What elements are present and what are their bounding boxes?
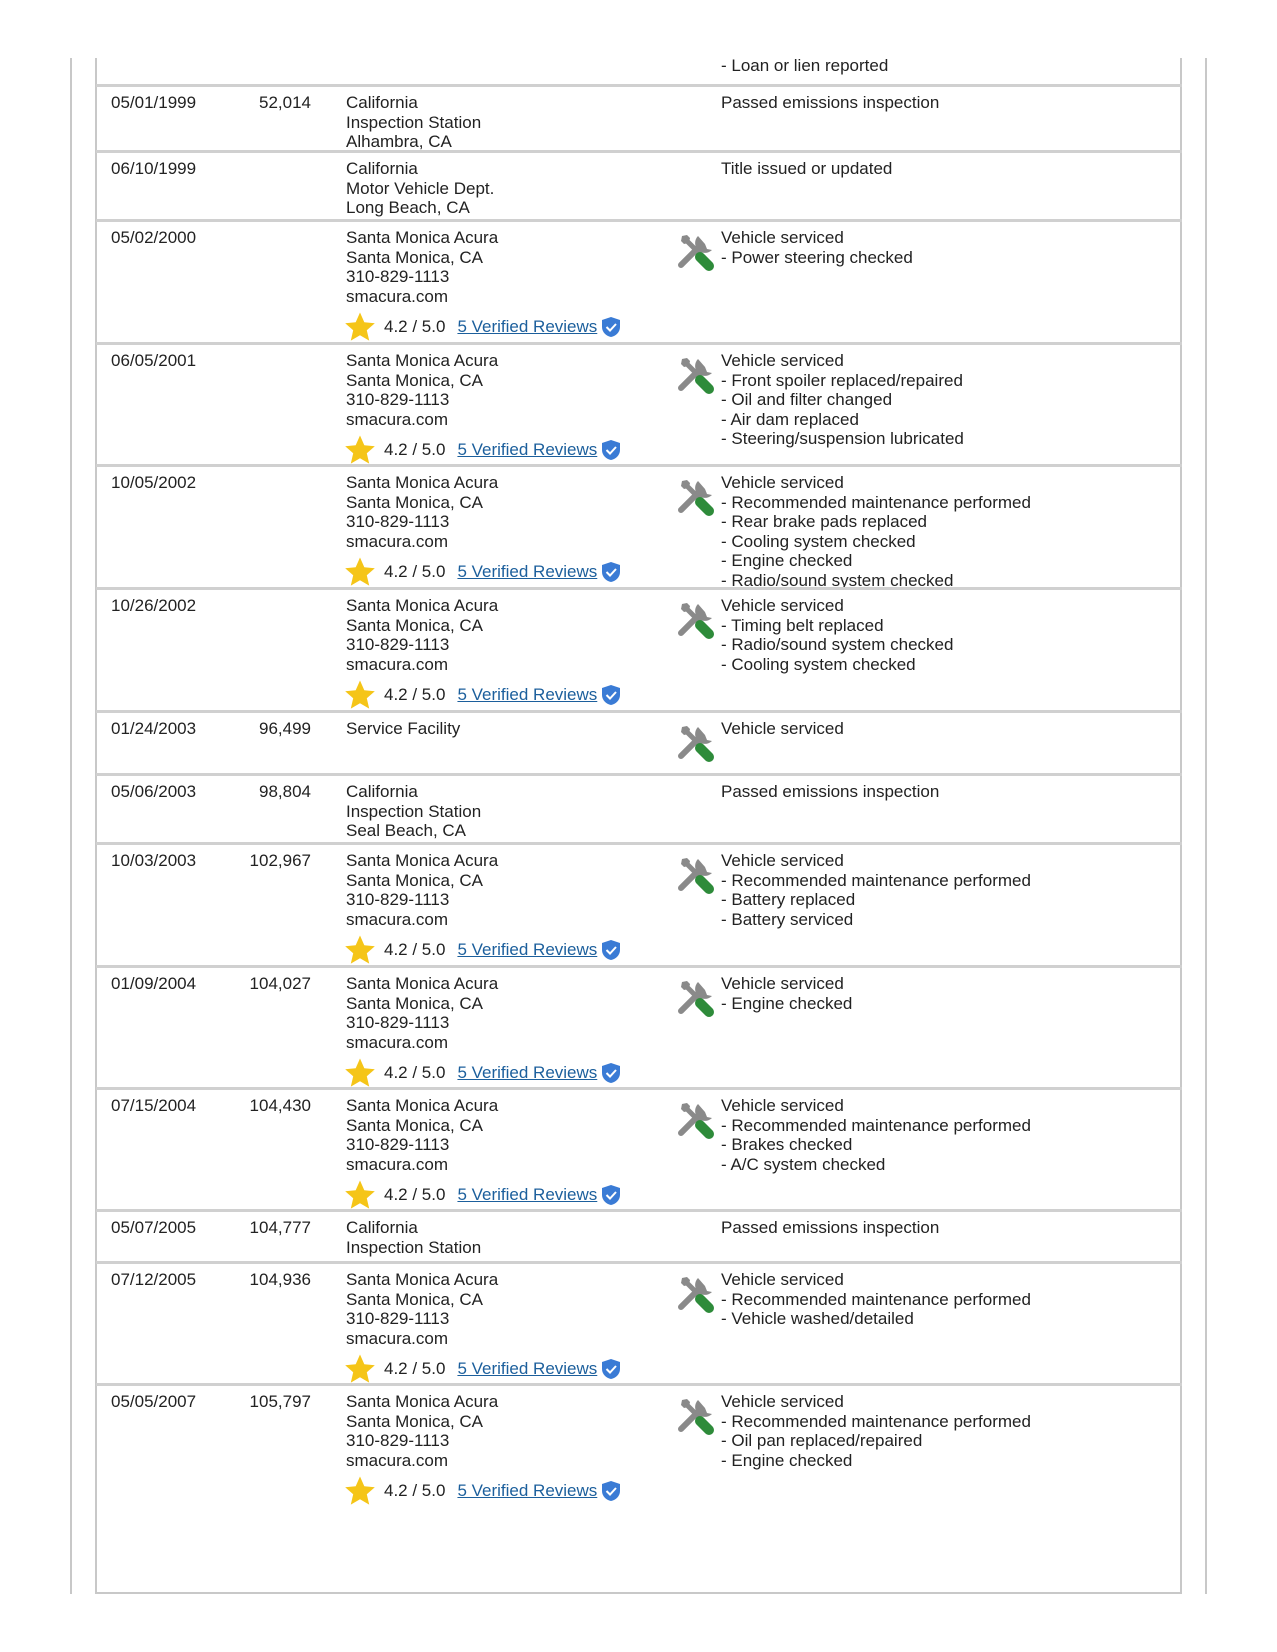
source-line: Santa Monica, CA bbox=[346, 615, 484, 635]
wrench-screwdriver-icon bbox=[676, 1274, 716, 1314]
source-line: 310-829-1113 bbox=[346, 1135, 450, 1154]
rating-score: 4.2 / 5.0 bbox=[384, 685, 446, 705]
star-icon bbox=[344, 1179, 376, 1211]
record-date: 06/10/1999 bbox=[111, 159, 197, 178]
record-detail-line: - Brakes checked bbox=[721, 1135, 853, 1154]
rating bbox=[346, 1354, 676, 1384]
table-row bbox=[96, 710, 1182, 773]
wrench-screwdriver-icon bbox=[676, 723, 716, 763]
table-row bbox=[96, 587, 1182, 710]
table-row bbox=[96, 842, 1182, 965]
source-line: Santa Monica Acura bbox=[346, 851, 499, 870]
source-line: Santa Monica, CA bbox=[346, 1115, 484, 1135]
rating-score: 4.2 / 5.0 bbox=[384, 940, 446, 960]
record-date: 10/26/2002 bbox=[111, 596, 197, 615]
record-detail-line: - Engine checked bbox=[721, 1450, 853, 1470]
rating bbox=[346, 680, 676, 710]
record-odometer: 52,014 bbox=[259, 93, 311, 112]
source-line: smacura.com bbox=[346, 1032, 449, 1052]
source-line: 310-829-1113 bbox=[346, 890, 450, 909]
record-date: 07/12/2005 bbox=[111, 1270, 197, 1289]
star-icon bbox=[344, 679, 376, 711]
rating bbox=[346, 312, 676, 342]
record-detail-line: - Recommended maintenance performed bbox=[721, 1115, 1031, 1135]
verified-reviews-link[interactable]: 5 Verified Reviews bbox=[457, 685, 598, 705]
star-icon bbox=[344, 434, 376, 466]
record-detail-line: - Timing belt replaced bbox=[721, 615, 884, 635]
verified-shield-icon bbox=[601, 939, 621, 961]
record-detail-line: Vehicle serviced bbox=[721, 1270, 844, 1289]
record-detail-line: - Rear brake pads replaced bbox=[721, 512, 928, 531]
record-detail-line: Title issued or updated bbox=[721, 159, 893, 178]
wrench-screwdriver-icon bbox=[676, 1100, 716, 1140]
rating-score: 4.2 / 5.0 bbox=[384, 317, 446, 337]
source-line: Inspection Station bbox=[346, 1237, 482, 1257]
record-detail-line: - Cooling system checked bbox=[721, 531, 916, 551]
record-source bbox=[346, 228, 676, 342]
record-detail-line: Passed emissions inspection bbox=[721, 93, 940, 112]
record-source bbox=[346, 1270, 676, 1384]
source-line: smacura.com bbox=[346, 1450, 449, 1470]
record-date: 05/01/1999 bbox=[111, 93, 197, 112]
record-source bbox=[346, 782, 676, 841]
rating bbox=[346, 1476, 676, 1506]
table-row bbox=[96, 1209, 1182, 1261]
record-detail-line: Passed emissions inspection bbox=[721, 1218, 940, 1237]
record-odometer: 102,967 bbox=[249, 851, 311, 870]
record-details bbox=[721, 228, 1171, 267]
record-source bbox=[346, 851, 676, 965]
source-line: smacura.com bbox=[346, 1328, 449, 1348]
record-detail-line: - Recommended maintenance performed bbox=[721, 1289, 1031, 1309]
record-detail-line: - Radio/sound system checked bbox=[721, 570, 954, 590]
source-line: Santa Monica Acura bbox=[346, 351, 499, 370]
rating-score: 4.2 / 5.0 bbox=[384, 440, 446, 460]
verified-reviews-link[interactable]: 5 Verified Reviews bbox=[457, 1481, 598, 1501]
source-line: Santa Monica, CA bbox=[346, 993, 484, 1013]
page-right-border bbox=[1205, 58, 1207, 1594]
record-source bbox=[346, 473, 676, 587]
source-line: California bbox=[346, 93, 418, 112]
record-detail-line: - Battery replaced bbox=[721, 890, 856, 909]
table-row bbox=[96, 773, 1182, 842]
table-row bbox=[96, 1383, 1182, 1514]
record-detail-line: Vehicle serviced bbox=[721, 974, 844, 993]
record-date: 05/06/2003 bbox=[111, 782, 197, 801]
rating bbox=[346, 1058, 676, 1088]
history-table bbox=[96, 50, 1182, 1514]
source-line: Santa Monica Acura bbox=[346, 1096, 499, 1115]
table-bottom-border bbox=[96, 1592, 1182, 1594]
verified-shield-icon bbox=[601, 1184, 621, 1206]
star-icon bbox=[344, 1353, 376, 1385]
source-line: California bbox=[346, 159, 418, 178]
source-line: smacura.com bbox=[346, 654, 449, 674]
record-detail-line: - Radio/sound system checked bbox=[721, 635, 954, 654]
rating-score: 4.2 / 5.0 bbox=[384, 1359, 446, 1379]
record-date: 01/24/2003 bbox=[111, 719, 197, 738]
verified-reviews-link[interactable]: 5 Verified Reviews bbox=[457, 1185, 598, 1205]
verified-reviews-link[interactable]: 5 Verified Reviews bbox=[457, 1063, 598, 1083]
record-source bbox=[346, 93, 676, 152]
record-details bbox=[721, 782, 1171, 802]
source-line: California bbox=[346, 1218, 418, 1237]
record-detail-line: - Cooling system checked bbox=[721, 654, 916, 674]
verified-shield-icon bbox=[601, 561, 621, 583]
record-odometer: 104,430 bbox=[249, 1096, 311, 1115]
source-line: California bbox=[346, 782, 418, 801]
source-line: Santa Monica, CA bbox=[346, 1411, 484, 1431]
source-line: Santa Monica Acura bbox=[346, 596, 499, 615]
verified-shield-icon bbox=[601, 1358, 621, 1380]
verified-shield-icon bbox=[601, 439, 621, 461]
rating bbox=[346, 435, 676, 465]
source-line: smacura.com bbox=[346, 909, 449, 929]
verified-shield-icon bbox=[601, 1480, 621, 1502]
star-icon bbox=[344, 1475, 376, 1507]
record-odometer: 104,777 bbox=[249, 1218, 311, 1237]
star-icon bbox=[344, 311, 376, 343]
source-line: Santa Monica Acura bbox=[346, 1392, 499, 1411]
verified-shield-icon bbox=[601, 684, 621, 706]
record-detail-line: Vehicle serviced bbox=[721, 473, 844, 492]
record-detail-line: - Battery serviced bbox=[721, 909, 854, 929]
record-detail-line: - Oil pan replaced/repaired bbox=[721, 1431, 923, 1450]
source-line: Inspection Station bbox=[346, 801, 482, 821]
wrench-screwdriver-icon bbox=[676, 477, 716, 517]
source-line: Seal Beach, CA bbox=[346, 821, 467, 840]
verified-shield-icon bbox=[601, 1062, 621, 1084]
record-detail-line: - Vehicle washed/detailed bbox=[721, 1309, 914, 1328]
rating-score: 4.2 / 5.0 bbox=[384, 562, 446, 582]
record-source bbox=[346, 1096, 676, 1210]
record-detail-line: Vehicle serviced bbox=[721, 1096, 844, 1115]
record-source bbox=[346, 719, 676, 739]
record-detail-line: - Power steering checked bbox=[721, 247, 913, 267]
verified-reviews-link[interactable]: 5 Verified Reviews bbox=[457, 562, 598, 582]
record-detail-line: - Loan or lien reported bbox=[721, 56, 889, 75]
source-line: 310-829-1113 bbox=[346, 1431, 450, 1450]
wrench-screwdriver-icon bbox=[676, 855, 716, 895]
rating bbox=[346, 557, 676, 587]
wrench-screwdriver-icon bbox=[676, 1396, 716, 1436]
record-detail-line: Vehicle serviced bbox=[721, 351, 844, 370]
table-row bbox=[96, 84, 1182, 150]
source-line: Inspection Station bbox=[346, 112, 482, 132]
source-line: Santa Monica Acura bbox=[346, 1270, 499, 1289]
record-detail-line: - Engine checked bbox=[721, 993, 853, 1013]
table-row bbox=[96, 150, 1182, 219]
source-line: 310-829-1113 bbox=[346, 512, 450, 531]
record-detail-line: - Recommended maintenance performed bbox=[721, 492, 1031, 512]
record-details bbox=[721, 1096, 1171, 1174]
wrench-screwdriver-icon bbox=[676, 600, 716, 640]
wrench-screwdriver-icon bbox=[676, 978, 716, 1018]
record-details bbox=[721, 596, 1171, 674]
source-line: smacura.com bbox=[346, 286, 449, 306]
rating bbox=[346, 935, 676, 965]
source-line: Santa Monica, CA bbox=[346, 492, 484, 512]
page-left-border bbox=[70, 58, 72, 1594]
record-detail-line: - A/C system checked bbox=[721, 1154, 886, 1174]
record-details bbox=[721, 159, 1171, 179]
wrench-screwdriver-icon bbox=[676, 355, 716, 395]
source-line: Santa Monica Acura bbox=[346, 473, 499, 492]
source-line: Long Beach, CA bbox=[346, 198, 470, 217]
source-line: Santa Monica Acura bbox=[346, 974, 499, 993]
record-date: 01/09/2004 bbox=[111, 974, 197, 993]
record-odometer: 96,499 bbox=[259, 719, 311, 738]
record-date: 10/03/2003 bbox=[111, 851, 197, 870]
record-detail-line: - Steering/suspension lubricated bbox=[721, 429, 964, 448]
record-source bbox=[346, 351, 676, 465]
source-line: Santa Monica Acura bbox=[346, 228, 499, 247]
rating-score: 4.2 / 5.0 bbox=[384, 1481, 446, 1501]
record-date: 10/05/2002 bbox=[111, 473, 197, 492]
source-line: Santa Monica, CA bbox=[346, 870, 484, 890]
star-icon bbox=[344, 934, 376, 966]
table-row bbox=[96, 464, 1182, 590]
record-source bbox=[346, 1392, 676, 1506]
table-row-continued bbox=[96, 50, 1182, 84]
verified-reviews-link[interactable]: 5 Verified Reviews bbox=[457, 940, 598, 960]
source-line: smacura.com bbox=[346, 1154, 449, 1174]
record-detail-line: Vehicle serviced bbox=[721, 719, 844, 738]
source-line: Service Facility bbox=[346, 719, 461, 738]
record-details bbox=[721, 851, 1171, 929]
verified-reviews-link[interactable]: 5 Verified Reviews bbox=[457, 1359, 598, 1379]
record-details bbox=[721, 473, 1171, 590]
record-odometer: 105,797 bbox=[249, 1392, 311, 1411]
source-line: smacura.com bbox=[346, 531, 449, 551]
table-row bbox=[96, 965, 1182, 1087]
star-icon bbox=[344, 556, 376, 588]
record-detail-line: - Front spoiler replaced/repaired bbox=[721, 370, 963, 390]
source-line: 310-829-1113 bbox=[346, 390, 450, 409]
record-source bbox=[346, 159, 676, 218]
verified-shield-icon bbox=[601, 316, 621, 338]
record-date: 05/07/2005 bbox=[111, 1218, 197, 1237]
record-date: 06/05/2001 bbox=[111, 351, 197, 370]
record-detail-line: - Engine checked bbox=[721, 551, 853, 570]
star-icon bbox=[344, 1057, 376, 1089]
table-row bbox=[96, 1261, 1182, 1383]
record-date: 05/05/2007 bbox=[111, 1392, 197, 1411]
record-details bbox=[721, 1270, 1171, 1329]
record-odometer: 104,027 bbox=[249, 974, 311, 993]
record-detail-line: Vehicle serviced bbox=[721, 851, 844, 870]
source-line: Santa Monica, CA bbox=[346, 247, 484, 267]
record-odometer: 98,804 bbox=[259, 782, 311, 801]
record-odometer: 104,936 bbox=[249, 1270, 311, 1289]
record-details bbox=[721, 93, 1171, 113]
record-detail-line: - Recommended maintenance performed bbox=[721, 870, 1031, 890]
record-detail-line: - Oil and filter changed bbox=[721, 390, 893, 409]
verified-reviews-link[interactable]: 5 Verified Reviews bbox=[457, 317, 598, 337]
record-source bbox=[346, 1218, 676, 1257]
record-details bbox=[721, 1218, 1171, 1238]
record-details bbox=[721, 719, 1171, 739]
source-line: Alhambra, CA bbox=[346, 132, 452, 151]
source-line: smacura.com bbox=[346, 409, 449, 429]
record-date: 05/02/2000 bbox=[111, 228, 197, 247]
source-line: 310-829-1113 bbox=[346, 267, 450, 286]
verified-reviews-link[interactable]: 5 Verified Reviews bbox=[457, 440, 598, 460]
record-details bbox=[721, 351, 1171, 449]
rating-score: 4.2 / 5.0 bbox=[384, 1185, 446, 1205]
source-line: Santa Monica, CA bbox=[346, 1289, 484, 1309]
wrench-screwdriver-icon bbox=[676, 232, 716, 272]
source-line: 310-829-1113 bbox=[346, 1309, 450, 1328]
source-line: 310-829-1113 bbox=[346, 1013, 450, 1032]
record-details bbox=[721, 1392, 1171, 1470]
source-line: 310-829-1113 bbox=[346, 635, 450, 654]
record-source bbox=[346, 596, 676, 710]
record-detail-line: Vehicle serviced bbox=[721, 1392, 844, 1411]
record-detail-line: Vehicle serviced bbox=[721, 228, 844, 247]
record-detail-line: Passed emissions inspection bbox=[721, 782, 940, 801]
rating bbox=[346, 1180, 676, 1210]
table-row bbox=[96, 219, 1182, 342]
table-row bbox=[96, 1087, 1182, 1209]
record-details bbox=[721, 974, 1171, 1013]
source-line: Motor Vehicle Dept. bbox=[346, 178, 495, 198]
record-source bbox=[346, 974, 676, 1088]
record-date: 07/15/2004 bbox=[111, 1096, 197, 1115]
record-detail-line: - Recommended maintenance performed bbox=[721, 1411, 1031, 1431]
record-detail-line: - Air dam replaced bbox=[721, 409, 859, 429]
rating-score: 4.2 / 5.0 bbox=[384, 1063, 446, 1083]
source-line: Santa Monica, CA bbox=[346, 370, 484, 390]
table-row bbox=[96, 342, 1182, 464]
record-detail-line: Vehicle serviced bbox=[721, 596, 844, 615]
